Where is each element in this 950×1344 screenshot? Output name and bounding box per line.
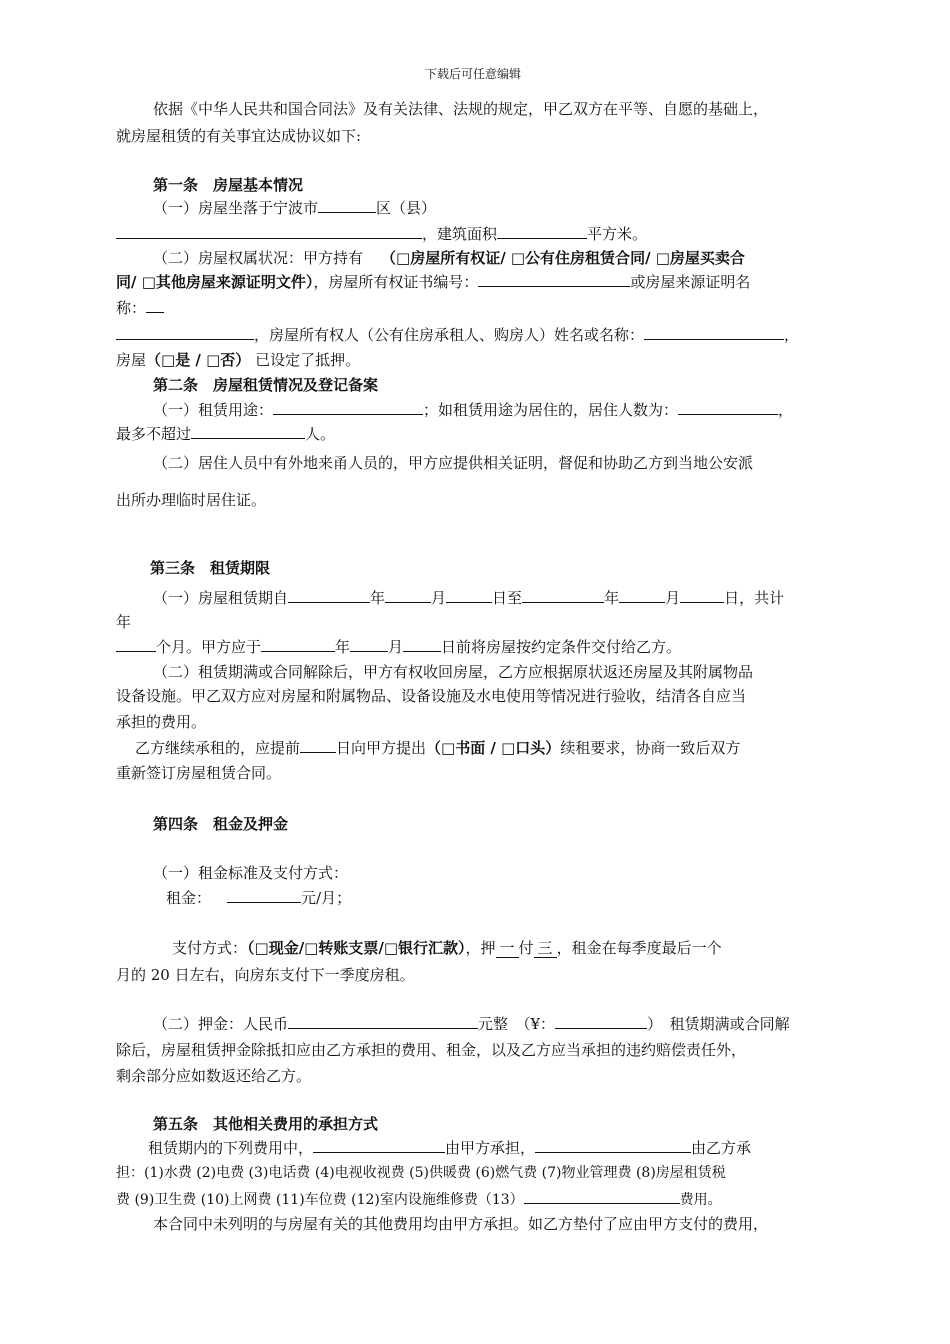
start-year-blank[interactable]	[288, 588, 370, 603]
article-1-title: 第一条 房屋基本情况	[153, 176, 304, 194]
article-5-title: 第五条 其他相关费用的承担方式	[153, 1115, 379, 1133]
a4-rent-heading: （一）租金标准及支付方式：	[153, 864, 349, 882]
a4-deposit-line-3: 剩余部分应如数返还给乙方。	[116, 1067, 312, 1085]
document-name-blank[interactable]	[146, 298, 164, 313]
renew-method-options: （□书面 / □口头）	[426, 739, 561, 757]
end-month-blank[interactable]	[619, 588, 665, 603]
a5-fee-line-3: 费 (9)卫生费 (10)上网费 (11)车位费 (12)室内设施维修费（13） 费用。	[116, 1189, 722, 1210]
certificate-number-blank[interactable]	[478, 272, 630, 287]
district-blank[interactable]	[318, 198, 376, 213]
delivery-month-blank[interactable]	[350, 637, 388, 652]
a2-residence-line-2: 出所办理临时居住证。	[116, 491, 267, 509]
a4-deposit-line-1: （二）押金：人民币 元整 （¥： ） 租赁期满或合同解	[153, 1015, 790, 1033]
a1-ownership-line-3: 称：	[116, 298, 164, 318]
owner-name-blank[interactable]	[644, 325, 784, 340]
article-2-title: 第二条 房屋租赁情况及登记备案	[153, 376, 379, 394]
article-3-title: 第三条 租赁期限	[150, 559, 271, 577]
payment-months: 三	[534, 939, 557, 958]
mortgage-options: （□是 / □否）	[146, 351, 251, 369]
rent-amount-blank[interactable]	[227, 888, 301, 903]
a3-delivery-line: 个月。甲方应于 年 月 日前将房屋按约定条件交付给乙方。	[116, 637, 681, 657]
a3-return-line-2: 设备设施。甲乙双方应对房屋和附属物品、设备设施及水电使用等情况进行验收，结清各自应当	[116, 687, 747, 705]
intro-line-1: 依据《中华人民共和国合同法》及有关法律、法规的规定，甲乙双方在平等、自愿的基础上，	[153, 100, 769, 118]
delivery-year-blank[interactable]	[261, 637, 335, 652]
a2-residence-line-1: （二）居住人员中有外地来甬人员的，甲方应提供相关证明，督促和协助乙方到当地公安派	[153, 454, 754, 472]
a3-return-line-1: （二）租赁期满或合同解除后，甲方有权收回房屋，乙方应根据原状返还房屋及其附属物品	[153, 663, 754, 681]
a1-owner-line: ，房屋所有权人（公有住房承租人、购房人）姓名或名称： ，	[116, 325, 799, 345]
article-4-title: 第四条 租金及押金	[153, 815, 289, 833]
a5-other-fees-line: 本合同中未列明的与房屋有关的其他费用均由甲方承担。如乙方垫付了应由甲方支付的费用，	[153, 1215, 769, 1233]
ownership-options-2: 同/ □其他房屋来源证明文件）	[116, 273, 314, 291]
a4-deposit-line-2: 除后，房屋租赁押金除抵扣应由乙方承担的费用、租金，以及乙方应当承担的违约赔偿责任外，	[116, 1041, 747, 1059]
a3-return-line-3: 承担的费用。	[116, 713, 207, 731]
tenant-fees-blank[interactable]	[535, 1138, 691, 1153]
deposit-months: 一	[496, 939, 519, 958]
a1-mortgage-line: 房屋（□是 / □否） 已设定了抵押。	[116, 351, 361, 369]
document-name-blank-2[interactable]	[116, 325, 254, 340]
renew-days-blank[interactable]	[300, 738, 336, 753]
resident-count-blank[interactable]	[678, 400, 778, 415]
intro-line-2: 就房屋租赁的有关事宜达成协议如下:	[116, 127, 362, 145]
max-residents-blank[interactable]	[191, 424, 305, 439]
other-fees-blank[interactable]	[524, 1189, 680, 1204]
a4-payment-line-1: 支付方式：（□现金/□转账支票/□银行汇款），押 一 付 三 ，租金在每季度最后一个	[172, 939, 722, 957]
end-year-blank[interactable]	[522, 588, 604, 603]
deposit-amount-blank[interactable]	[555, 1014, 647, 1029]
address-blank[interactable]	[116, 224, 422, 239]
a1-ownership-line-2: 同/ □其他房屋来源证明文件），房屋所有权证书编号： 或房屋来源证明名	[116, 273, 751, 291]
a5-fee-line-1: 租赁期内的下列费用中， 由甲方承担， 由乙方承	[148, 1139, 752, 1157]
a5-fee-line-2: 担：(1)水费 (2)电费 (3)电话费 (4)电视收视费 (5)供暖费 (6)燃气费 (7)物业管理费 (8)房屋租赁税	[116, 1165, 726, 1181]
a1-location-line: （一）房屋坐落于宁波市 区（县）	[153, 199, 437, 217]
lease-use-blank[interactable]	[273, 400, 423, 415]
a3-renew-line-2: 重新签订房屋租赁合同。	[116, 764, 282, 782]
a2-use-line: （一）租赁用途： ；如租赁用途为居住的，居住人数为： ，	[153, 401, 794, 419]
a1-area-line: ，建筑面积 平方米。	[116, 224, 647, 244]
ownership-options-1: （□房屋所有权证/ □公有住房租赁合同/ □房屋买卖合	[381, 249, 745, 267]
area-blank[interactable]	[497, 224, 587, 239]
months-blank[interactable]	[116, 637, 156, 652]
end-day-blank[interactable]	[680, 588, 724, 603]
a1-ownership-line-1: （二）房屋权属状况：甲方持有 （□房屋所有权证/ □公有住房租赁合同/ □房屋买卖合	[153, 249, 745, 267]
a4-payment-line-2: 月的 20 日左右，向房东支付下一季度房租。	[116, 966, 415, 984]
start-day-blank[interactable]	[446, 588, 492, 603]
payment-method-options: （□现金/□转账支票/□银行汇款）	[247, 939, 466, 957]
page-header: 下载后可任意编辑	[425, 67, 522, 81]
a2-max-line: 最多不超过 人。	[116, 425, 336, 443]
a3-year-word: 年	[116, 613, 132, 631]
a3-renew-line-1: 乙方继续承租的，应提前 日向甲方提出（□书面 / □口头）续租要求，协商一致后双方	[135, 739, 741, 757]
deposit-words-blank[interactable]	[288, 1014, 478, 1029]
landlord-fees-blank[interactable]	[313, 1138, 445, 1153]
start-month-blank[interactable]	[385, 588, 431, 603]
a3-period-line: （一）房屋租赁期自 年 月 日至 年 月 日，共计	[153, 589, 785, 607]
delivery-day-blank[interactable]	[403, 637, 441, 652]
a4-rent-line: 租金： 元/月；	[166, 889, 352, 907]
